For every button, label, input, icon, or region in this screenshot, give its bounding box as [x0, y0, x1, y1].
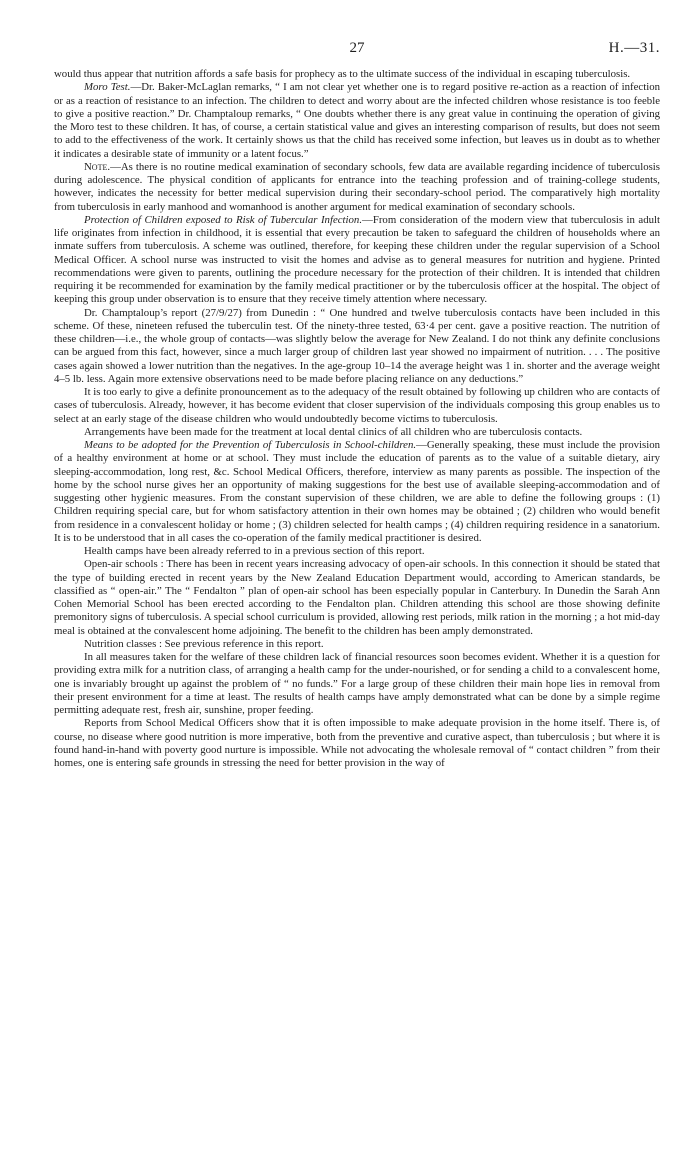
paragraph — [54, 638, 660, 651]
paragraph-text: —As there is no routine medical examination of secondary schools, few data are available regarding incidence of tuberculosis during adolescence. The physical condition of applicants for entrance into the teaching profession and of training-college students, however, indicates the necessity for better medical supervision during their secondary-school period. The comparatively high mortality from tuberculosis in early manhood and womanhood is another argument for medical examination of secondary schools. — [54, 160, 660, 213]
paragraph-text: —Dr. Baker-McLaglan remarks, “ I am not clear yet whether one is to regard positive re-action as a reaction of infection or as a reaction of resistance to an infection. The children to detect and worry about are the infected children whose resistance is too feeble to give a positive reaction.” Dr. Champtaloup remarks, “ One doubts whether there is any great value in continuing the operation of giving the Moro test to these children. It has, of course, a certain statistical value and gives an interesting comparison of results, but does not seem to add to the effectiveness of the work. It certainly shows us that the child has received some infection, but leaves us in doubt as to whether it indicates a desirable state of immunity or a latent focus.” — [54, 81, 660, 160]
paragraph — [54, 651, 660, 717]
paragraph-text: —Generally speaking, these must include the provision of a healthy environment at home or at school. They must include the education of parents as to the value of a suitable dietary, airy sleeping-accommodation, long rest, &c. School Medical Officers, therefore, interview as many parents as possible. The inspection of the home by the school nurse gives her an opportunity of making suggestions for the best use of available sleeping-accommodation and of suggesting other hygienic measures. From the constant supervision of these children, we are able to define the following groups : (1) Children requiring special care, but for whom satisfactory attention in their own homes may be obtained ; (2) children who would benefit from residence in a convalescent holiday or home ; (3) children selected for health camps ; (4) children requiring residence in a sanatorium. It is to be understood that in all cases the co-operation of the family medical practitioner is desired. — [54, 439, 660, 544]
paragraph-heading: Protection of Children exposed to Risk of Tubercular Infection. — [84, 213, 363, 226]
paragraph — [54, 81, 660, 161]
paragraph — [54, 439, 660, 545]
paragraph-heading: Means to be adopted for the Prevention of Tuberculosis in School-children. — [84, 439, 417, 451]
paragraph — [54, 214, 660, 307]
paragraph — [54, 717, 660, 770]
paragraph — [54, 307, 660, 387]
page-number: 27 — [349, 40, 365, 56]
paragraph — [54, 426, 660, 439]
paragraph-text: Reports from School Medical Officers show that it is often impossible to make adequate provision in the home itself. There is, of course, no disease where good nutrition is more imperative, both from the preventive and curative aspect, than tuberculosis ; but where it is found hand-in-hand with poverty good nurture is impossible. While not advocating the wholesale removal of “ contact children ” from their homes, one is entering safe grounds in stressing the need for better provision in the way of — [54, 717, 660, 769]
paragraph-text: Dr. Champtaloup’s report (27/9/27) from Dunedin : “ One hundred and twelve tuberculosis contacts have been included in this scheme. Of these, nineteen refused the tuberculin test. Of the ninety-three tested, 63·4 per cent. gave a positive reaction. The nutrition of these children—i.e., the whole group of contacts—was slightly below the average for New Zealand. I do not think any definite conclusions can be argued from this fact, however, since a much larger group of children last year showed no impairment of nutrition. . . . The positive cases again showed a lower nutrition than the negatives. In the age-group 10–14 the average height was 1 in. shorter and the average weight 4–5 lb. less. Again more extensive observations need to be made before placing reliance on any deductions.” — [54, 306, 660, 385]
paragraph — [54, 68, 660, 81]
paragraph — [54, 161, 660, 214]
paragraph-heading: Moro Test. — [84, 81, 131, 94]
paragraph-text: Open-air schools : There has been in recent years increasing advocacy of open-air schools. In this connection it should be stated that the type of building erected in recent years by the New Zealand Education Department would, according to American standards, be classified as “ open-air.” The “ Fendalton ” plan of open-air school has been especially popular in Canterbury. In Dunedin the Sarah Ann Cohen Memorial School has been erected according to the Fendalton plan. Children attending this school are those showing definite premonitory signs of tuberculosis. A special school curriculum is provided, allowing rest periods, milk ration in the morning ; a hot mid-day meal is obtained at the convalescent home adjoining. The benefit to the children has been amply demonstrated. — [54, 558, 660, 637]
paragraph-text: —From consideration of the modern view that tuberculosis in adult life originates from infection in childhood, it is essential that every precaution be taken to safeguard the children of households where an inmate suffers from tuberculosis. A scheme was outlined, therefore, for keeping these children under the regular supervision of a School Medical Officer. A school nurse was instructed to visit the homes and advise as to general measures for nutrition and hygiene. Printed recommendations were given to parents, outlining the procedure necessary for the protection of their children. It is intended that children requiring it be recommended for examination by the family medical practitioner or by the tuberculosis officer at the hospital. The object of keeping this group under observation is to ensure that they receive timely attention where necessary. — [54, 213, 660, 306]
paragraph — [54, 545, 660, 558]
paragraph-text: In all measures taken for the welfare of these children lack of financial resources soon becomes evident. Whether it is a question for providing extra milk for a nutrition class, of arranging a health camp for the under-nourished, or for sending a child to a convalescent home, one is invariably brought up against the problem of “ no funds.” For a large group of these children their main hope lies in removal from their present environment for a time at least. The results of health camps have amply demonstrated what can be done by a simple regime permitting adequate rest, fresh air, sunshine, proper feeding. — [54, 651, 660, 716]
paragraph-text: Arrangements have been made for the treatment at local dental clinics of all children who are tuberculosis contacts. — [84, 425, 583, 438]
paragraph-text: It is too early to give a definite pronouncement as to the adequacy of the result obtained by following up children who are contacts of cases of tuberculosis. Already, however, it has become evident that closer supervision of the individuals composing this group enables us to select at an early stage of the disease children who would undoubtedly become victims to tuberculosis. — [54, 386, 660, 425]
paragraph-text: Nutrition classes : See previous reference in this report. — [84, 637, 324, 650]
paragraph — [54, 386, 660, 426]
document-reference: H.—31. — [608, 40, 660, 56]
paragraph-heading: Note. — [84, 160, 111, 173]
page-header — [54, 40, 660, 68]
body-text — [54, 68, 660, 770]
paragraph-text: would thus appear that nutrition affords a safe basis for prophecy as to the ultimate success of the individual in escaping tuberculosis. — [54, 68, 631, 80]
paragraph-text: Health camps have been already referred to in a previous section of this report. — [84, 545, 425, 557]
paragraph — [54, 558, 660, 638]
